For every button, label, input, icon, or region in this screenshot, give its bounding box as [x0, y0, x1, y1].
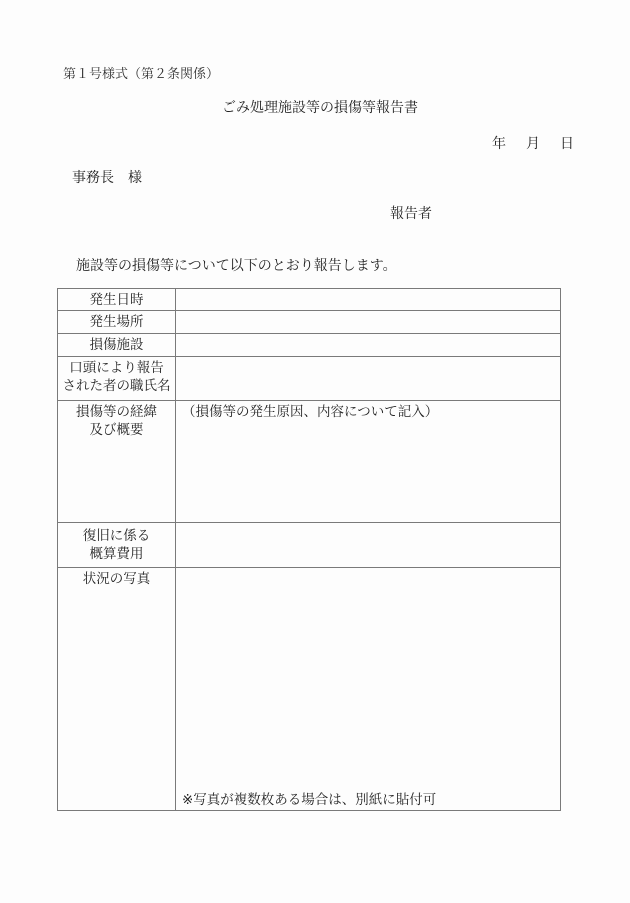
row-label: 復旧に係る 概算費用 — [58, 523, 176, 568]
addressee: 事務長 様 — [72, 170, 142, 186]
damage-details-field[interactable] — [176, 401, 561, 523]
date-year: 年 — [492, 136, 506, 152]
table-row — [58, 357, 561, 401]
photo-note: ※写真が複数枚ある場合は、別紙に貼付可 — [182, 792, 437, 808]
row-label: 損傷等の経緯 及び概要 — [58, 401, 176, 523]
verbal-reporter-field[interactable] — [176, 357, 561, 401]
date-line — [492, 133, 574, 153]
table-row — [58, 523, 561, 568]
photo-field[interactable] — [176, 568, 561, 811]
row-label: 損傷施設 — [58, 334, 176, 357]
date-day: 日 — [560, 136, 574, 152]
table-row — [58, 289, 561, 311]
row-label: 発生場所 — [58, 311, 176, 334]
document-title: ごみ処理施設等の損傷等報告書 — [222, 100, 418, 116]
table-row — [58, 401, 561, 523]
row-label: 口頭により報告 された者の職氏名 — [58, 357, 176, 401]
damaged-facility-field[interactable] — [176, 334, 561, 357]
table-row — [58, 311, 561, 334]
report-table — [57, 288, 561, 811]
occurrence-datetime-field[interactable] — [176, 289, 561, 311]
table-row — [58, 334, 561, 357]
reporter-label: 報告者 — [390, 206, 432, 222]
intro-text: 施設等の損傷等について以下のとおり報告します。 — [76, 258, 397, 274]
row-label: 状況の写真 — [58, 568, 176, 811]
form-number: 第１号様式（第２条関係） — [63, 67, 220, 82]
row-label: 発生日時 — [58, 289, 176, 311]
estimated-cost-field[interactable] — [176, 523, 561, 568]
occurrence-location-field[interactable] — [176, 311, 561, 334]
date-month: 月 — [526, 136, 540, 152]
damage-details-hint: （損傷等の発生原因、内容について記入） — [182, 404, 439, 420]
table-row — [58, 568, 561, 811]
